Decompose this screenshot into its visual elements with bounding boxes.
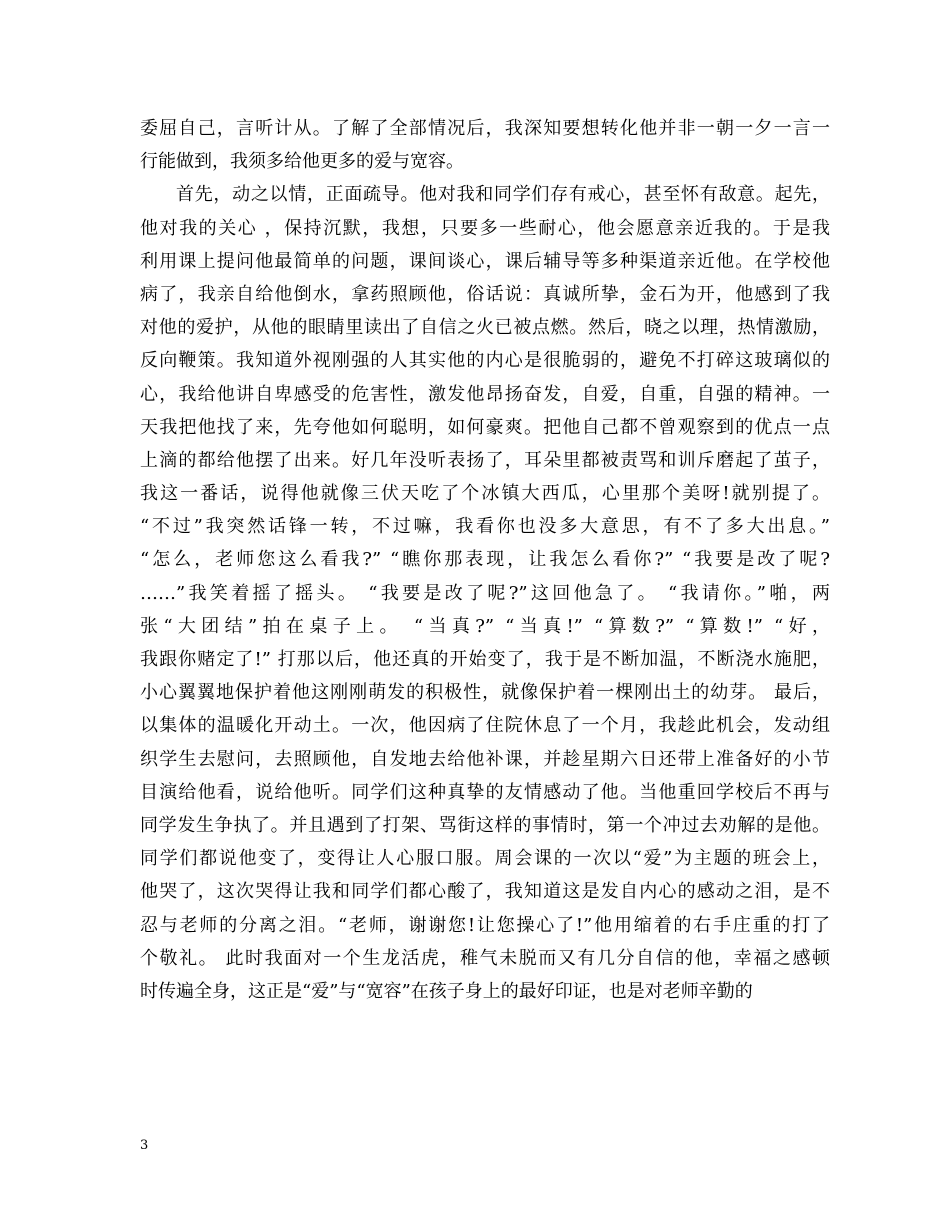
text-line: 我这一番话，说得他就像三伏天吃了个冰镇大西瓜，心里那个美呀!就别提了。 bbox=[140, 483, 830, 505]
text-line: 委屈自己，言听计从。了解了全部情况后，我深知要想转化他并非一朝一夕一言一 bbox=[140, 118, 830, 139]
text-line: 小心翼翼地保护着他这刚刚萌发的积极性，就像保护着一棵刚出土的幼芽。 最后， bbox=[140, 682, 830, 704]
text-line: 天我把他找了来，先夸他如何聪明，如何豪爽。把他自己都不曾观察到的优点一点 bbox=[140, 416, 830, 438]
text-line: 时传遍全身，这正是“爱”与“宽容”在孩子身上的最好印证，也是对老师辛勤的 bbox=[140, 980, 753, 1002]
text-line: 反向鞭策。我知道外视刚强的人其实他的内心是很脆弱的，避免不打碎这玻璃似的 bbox=[140, 350, 830, 372]
text-line: “怎么，老师您这么看我?” “瞧你那表现，让我怎么看你?” “我要是改了呢? bbox=[140, 549, 830, 571]
text-line: 利用课上提问他最简单的问题，课间谈心，课后辅导等多种渠道亲近他。在学校他 bbox=[140, 250, 830, 272]
text-line: 忍与老师的分离之泪。“老师，谢谢您!让您操心了!”他用缩着的右手庄重的打了 bbox=[140, 914, 830, 936]
text-line: 我跟你赌定了!” 打那以后，他还真的开始变了，我于是不断加温，不断浇水施肥， bbox=[140, 649, 830, 670]
text-line: 目演给他看，说给他听。同学们这种真挚的友情感动了他。当他重回学校后不再与 bbox=[140, 781, 830, 803]
text-line: 张“大团结”拍在桌子上。 “当真?” “当真!” “算数?” “算数!” “好， bbox=[140, 615, 830, 637]
text-line: 他对我的关心 ，保持沉默，我想，只要多一些耐心，他会愿意亲近我的。于是我 bbox=[140, 217, 830, 239]
text-line: 同学发生争执了。并且遇到了打架、骂街这样的事情时，第一个冲过去劝解的是他。 bbox=[140, 814, 830, 836]
text-line: 行能做到，我须多给他更多的爱与宽容。 bbox=[140, 151, 464, 173]
text-line: 以集体的温暖化开动土。一次，他因病了住院休息了一个月，我趁此机会，发动组 bbox=[140, 715, 830, 737]
text-line: 病了，我亲自给他倒水，拿药照顾他，俗话说：真诚所挚，金石为开，他感到了我 bbox=[140, 283, 830, 305]
text-line: 织学生去慰问，去照顾他，自发地去给他补课，并趁星期六日还带上准备好的小节 bbox=[140, 748, 830, 770]
text-line: 同学们都说他变了，变得让人心服口服。周会课的一次以“爱”为主题的班会上， bbox=[140, 848, 830, 870]
text-line: 个敬礼。 此时我面对一个生龙活虎，稚气未脱而又有几分自信的他，幸福之感顿 bbox=[140, 947, 830, 969]
text-line: 上滴的都给他摆了出来。好几年没听表扬了，耳朵里都被责骂和训斥磨起了茧子， bbox=[140, 449, 830, 471]
text-line: 首先，动之以情，正面疏导。他对我和同学们存有戒心，甚至怀有敌意。起先， bbox=[176, 184, 830, 206]
text-line: “不过”我突然话锋一转，不过嘛，我看你也没多大意思，有不了多大出息。” bbox=[140, 516, 830, 538]
text-line: 他哭了，这次哭得让我和同学们都心酸了，我知道这是发自内心的感动之泪，是不 bbox=[140, 881, 830, 903]
page-number: 3 bbox=[140, 1138, 149, 1153]
text-line: 对他的爱护，从他的眼睛里读出了自信之火已被点燃。然后，晓之以理，热情激励， bbox=[140, 317, 830, 339]
text-line: 心，我给他讲自卑感受的危害性，激发他昂扬奋发，自爱，自重，自强的精神。一 bbox=[140, 383, 830, 405]
body-text bbox=[140, 112, 830, 1008]
text-line: ……”我笑着摇了摇头。 “我要是改了呢?”这回他急了。 “我请你。”啪，两 bbox=[140, 582, 830, 604]
